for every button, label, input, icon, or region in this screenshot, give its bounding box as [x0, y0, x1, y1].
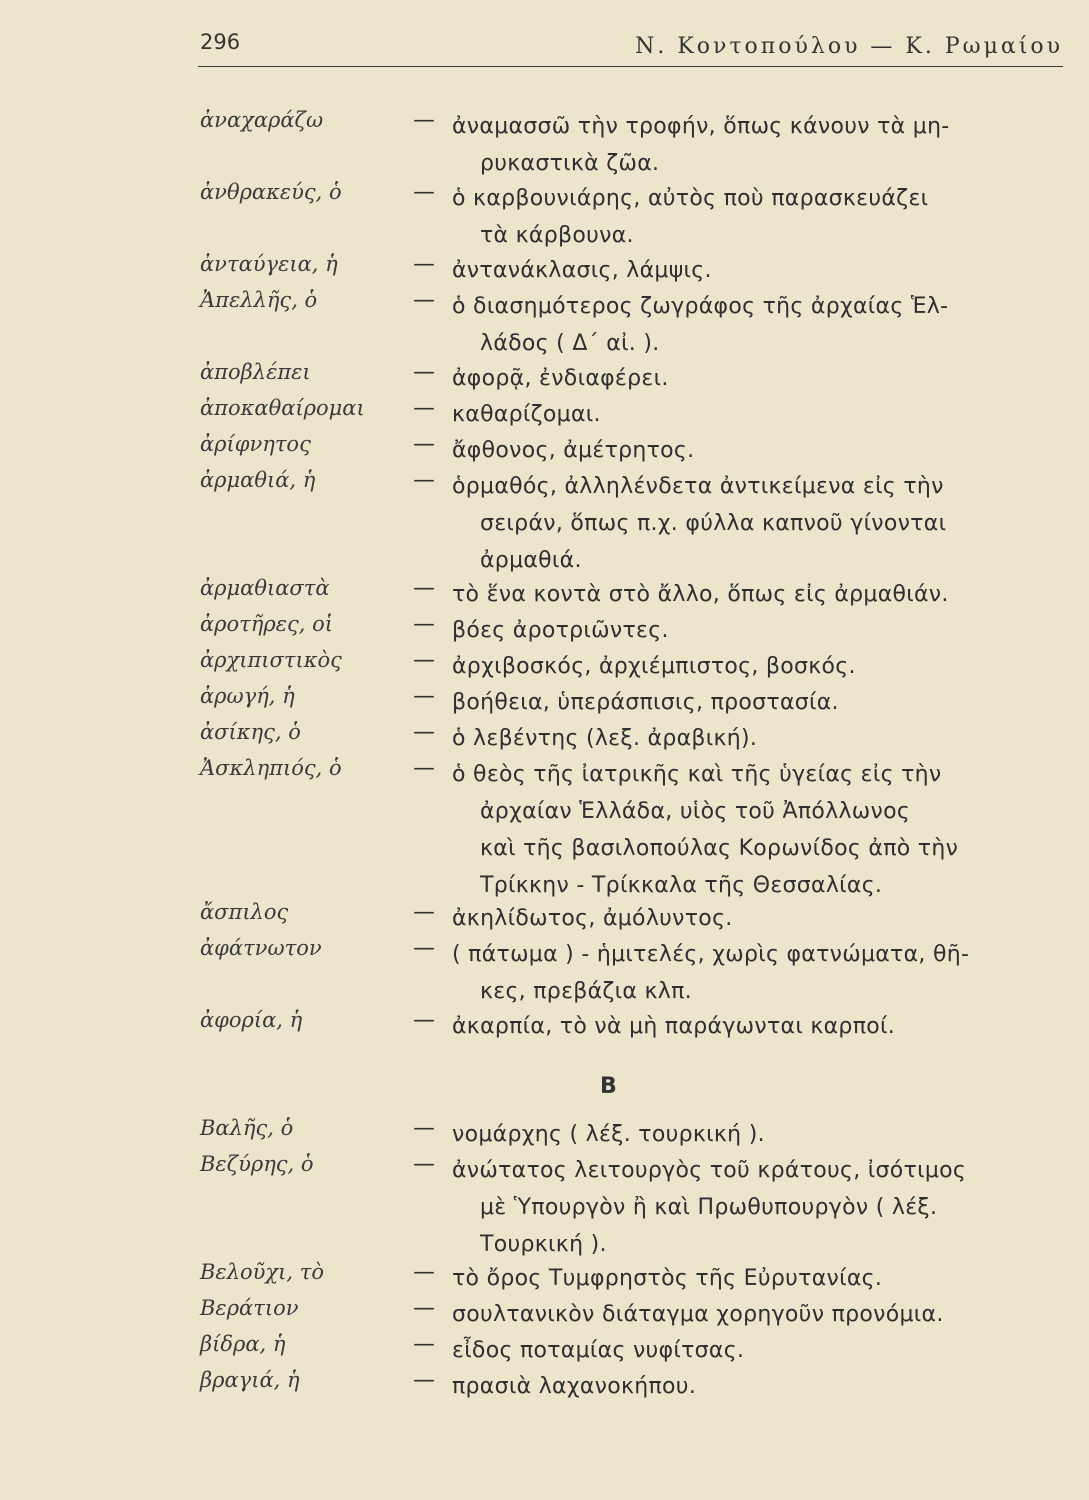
- entry-term: ἀρίφνητος: [200, 432, 311, 456]
- entry-term: ἀνταύγεια, ἡ: [200, 252, 338, 276]
- entry-definition: [452, 1368, 696, 1405]
- entry-dash: —: [413, 468, 435, 493]
- definition-line: τὸ ἕνα κοντὰ στὸ ἄλλο, ὅπως εἰς ἀρμαθιάν.: [452, 582, 949, 607]
- entry-definition: [452, 648, 856, 685]
- definition-line: λάδος ( Δ΄ αἰ. ).: [480, 331, 660, 356]
- definition-line: πρασιὰ λαχανοκήπου.: [452, 1374, 697, 1399]
- entry-term: ἀναχαράζω: [200, 108, 324, 132]
- entry-term: Βελοῦχι, τὸ: [200, 1260, 324, 1284]
- definition-line: βοήθεια, ὑπεράσπισις, προστασία.: [452, 690, 839, 715]
- entry-dash: —: [413, 396, 435, 421]
- entry-definition: [452, 360, 669, 397]
- entry-definition: [452, 684, 839, 721]
- definition-line: τὰ κάρβουνα.: [480, 223, 634, 248]
- entry-term: ἀνθρακεύς, ὁ: [200, 180, 342, 204]
- entry-definition: [452, 396, 601, 433]
- definition-line: ὁ καρβουνιάρης, αὐτὸς ποὺ παρασκευάζει: [452, 186, 929, 211]
- entry-definition: [452, 180, 928, 254]
- definition-line: ἀντανάκλασις, λάμψις.: [452, 258, 712, 283]
- entry-definition: [452, 756, 958, 904]
- entry-dash: —: [413, 684, 435, 709]
- definition-line: ἀναμασσῶ τὴν τροφήν, ὅπως κάνουν τὰ μη-: [452, 114, 950, 139]
- definition-line: εἶδος ποταμίας νυφίτσας.: [452, 1338, 745, 1363]
- definition-line: ( πάτωμα ) - ἡμιτελές, χωρὶς φατνώματα, θῆ-: [452, 942, 970, 967]
- definition-line: ἀρμαθιά.: [480, 548, 582, 573]
- definition-line: σουλτανικὸν διάταγμα χορηγοῦν προνόμια.: [452, 1302, 944, 1327]
- entry-dash: —: [413, 108, 435, 133]
- entry-dash: —: [413, 252, 435, 277]
- running-head: Ν. Κοντοπούλου — Κ. Ρωμαίου: [635, 34, 1063, 59]
- definition-line: Τουρκική ).: [480, 1232, 607, 1257]
- entry-term: ἀρχιπιστικὸς: [200, 648, 342, 672]
- entry-definition: [452, 1296, 944, 1333]
- entry-term: Βεράτιον: [200, 1296, 299, 1320]
- entry-definition: [452, 1332, 744, 1369]
- entry-dash: —: [413, 756, 435, 781]
- entry-term: ἀροτῆρες, οἱ: [200, 612, 333, 636]
- entry-definition: [452, 900, 733, 937]
- entry-term: ἀρωγή, ἡ: [200, 684, 295, 708]
- entry-dash: —: [413, 180, 435, 205]
- page-number: 296: [200, 30, 241, 54]
- entry-dash: —: [413, 576, 435, 601]
- definition-line: ἀκαρπία, τὸ νὰ μὴ παράγωνται καρποί.: [452, 1014, 896, 1039]
- definition-line: Τρίκκην - Τρίκκαλα τῆς Θεσσαλίας.: [480, 873, 883, 898]
- entry-term: ἀποκαθαίρομαι: [200, 396, 365, 420]
- entry-dash: —: [413, 1368, 435, 1393]
- entry-definition: [452, 1152, 966, 1263]
- entry-dash: —: [413, 360, 435, 385]
- entry-dash: —: [413, 1152, 435, 1177]
- definition-line: ὁ διασημότερος ζωγράφος τῆς ἀρχαίας Ἑλ-: [452, 294, 949, 319]
- entry-term: ἀσίκης, ὁ: [200, 720, 301, 744]
- definition-line: μὲ Ὑπουργὸν ἢ καὶ Πρωθυπουργὸν ( λέξ.: [480, 1195, 938, 1220]
- definition-line: τὸ ὄρος Τυμφρηστὸς τῆς Εὐρυτανίας.: [452, 1266, 883, 1291]
- definition-line: σειράν, ὅπως π.χ. φύλλα καπνοῦ γίνονται: [480, 511, 947, 536]
- entry-term: ἀρμαθιαστὰ: [200, 576, 330, 600]
- entry-term: ἀρμαθιά, ἡ: [200, 468, 316, 492]
- definition-line: ὁ λεβέντης (λεξ. ἀραβική).: [452, 726, 758, 751]
- entry-dash: —: [413, 1332, 435, 1357]
- entry-term: Ἀπελλῆς, ὁ: [200, 288, 318, 312]
- entry-term: ἄσπιλος: [200, 900, 289, 924]
- definition-line: καὶ τῆς βασιλοπούλας Κορωνίδος ἀπὸ τὴν: [480, 836, 959, 861]
- entry-definition: [452, 108, 950, 182]
- entry-definition: [452, 720, 757, 757]
- entry-definition: [452, 432, 694, 469]
- definition-line: ἀνώτατος λειτουργὸς τοῦ κράτους, ἰσότιμος: [452, 1158, 967, 1183]
- definition-line: ἀκηλίδωτος, ἀμόλυντος.: [452, 906, 733, 931]
- entry-term: Βαλῆς, ὁ: [200, 1116, 294, 1140]
- entry-term: Ἀσκληπιός, ὁ: [200, 756, 342, 780]
- entry-dash: —: [413, 648, 435, 673]
- entry-definition: [452, 468, 946, 579]
- entry-dash: —: [413, 432, 435, 457]
- entry-dash: —: [413, 936, 435, 961]
- definition-line: ἀφορᾷ, ἐνδιαφέρει.: [452, 366, 669, 391]
- entry-dash: —: [413, 288, 435, 313]
- definition-line: κες, πρεβάζια κλπ.: [480, 979, 692, 1004]
- header-rule: [198, 66, 1063, 67]
- entry-dash: —: [413, 1008, 435, 1033]
- definition-line: ὁ θεὸς τῆς ἰατρικῆς καὶ τῆς ὑγείας εἰς τὴν: [452, 762, 942, 787]
- entry-term: βίδρα, ἡ: [200, 1332, 286, 1356]
- entry-definition: [452, 936, 969, 1010]
- definition-line: ὁρμαθός, ἀλληλένδετα ἀντικείμενα εἰς τὴν: [452, 474, 944, 499]
- definition-line: βόες ἀροτριῶντες.: [452, 618, 669, 643]
- definition-line: ρυκαστικὰ ζῶα.: [480, 151, 660, 176]
- entry-definition: [452, 1116, 765, 1153]
- entry-dash: —: [413, 1296, 435, 1321]
- definition-line: ἀρχιβοσκός, ἀρχιέμπιστος, βοσκός.: [452, 654, 856, 679]
- entry-dash: —: [413, 900, 435, 925]
- entry-term: Βεζύρης, ὁ: [200, 1152, 314, 1176]
- entry-definition: [452, 612, 669, 649]
- entry-term: ἀποβλέπει: [200, 360, 311, 384]
- definition-line: νομάρχης ( λέξ. τουρκική ).: [452, 1122, 765, 1147]
- definition-line: ἀρχαίαν Ἑλλάδα, υἱὸς τοῦ Ἀπόλλωνος: [480, 799, 911, 824]
- entry-dash: —: [413, 720, 435, 745]
- entry-dash: —: [413, 1116, 435, 1141]
- entry-definition: [452, 1260, 882, 1297]
- section-letter: Β: [600, 1074, 617, 1099]
- definition-line: καθαρίζομαι.: [452, 402, 601, 427]
- entry-definition: [452, 1008, 895, 1045]
- definition-line: ἄφθονος, ἀμέτρητος.: [452, 438, 695, 463]
- entry-definition: [452, 576, 949, 613]
- entry-dash: —: [413, 1260, 435, 1285]
- entry-definition: [452, 252, 712, 289]
- entry-definition: [452, 288, 948, 362]
- entry-term: ἀφορία, ἡ: [200, 1008, 303, 1032]
- entry-dash: —: [413, 612, 435, 637]
- entry-term: βραγιά, ἡ: [200, 1368, 300, 1392]
- entry-term: ἀφάτνωτον: [200, 936, 322, 960]
